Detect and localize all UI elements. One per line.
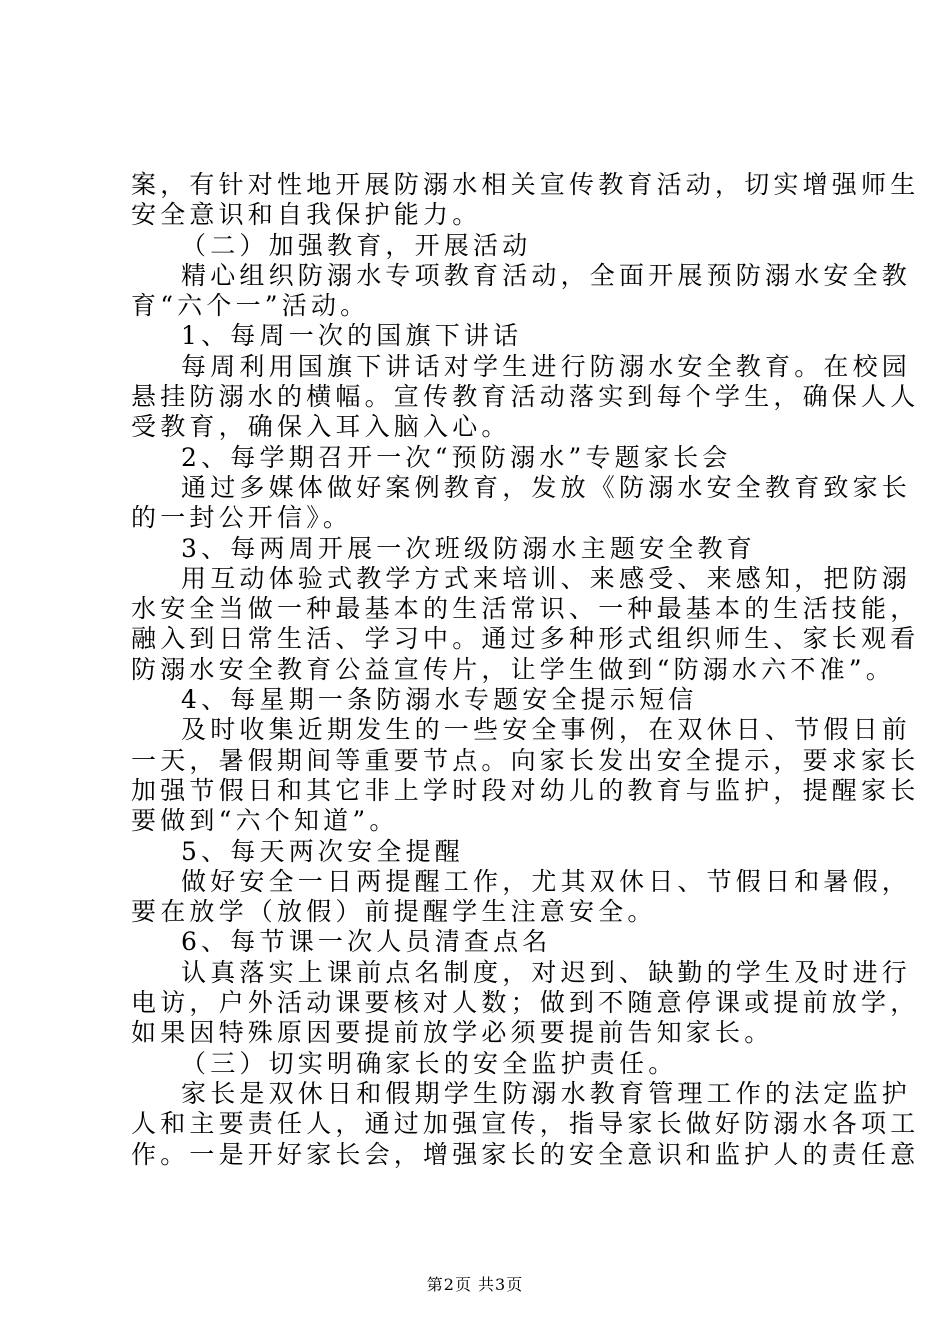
text-line: 融入到日常生活、学习中。通过多种形式组织师生、家长观看 — [131, 624, 920, 654]
text-line: 通过多媒体做好案例教育，发放《防溺水安全教育致家长 — [181, 472, 912, 502]
text-line: 如果因特殊原因要提前放学必须要提前告知家长。 — [131, 1018, 774, 1048]
text-line: 做好安全一日两提醒工作，尤其双休日、节假日和暑假， — [181, 866, 912, 896]
text-line: 用互动体验式教学方式来培训、来感受、来感知，把防溺 — [181, 563, 912, 593]
text-line: 防溺水安全教育公益宣传片，让学生做到“防溺水六不准”。 — [131, 654, 895, 684]
text-line: 认真落实上课前点名制度，对迟到、缺勤的学生及时进行 — [181, 957, 912, 987]
text-line: 育“六个一”活动。 — [131, 291, 370, 321]
text-line: 及时收集近期发生的一些安全事例，在双休日、节假日前 — [181, 715, 912, 745]
item-heading: 3、每两周开展一次班级防溺水主题安全教育 — [181, 533, 756, 563]
item-heading: 2、每学期召开一次“预防溺水”专题家长会 — [181, 442, 732, 472]
text-line: 悬挂防溺水的横幅。宣传教育活动落实到每个学生，确保人人 — [131, 382, 920, 412]
item-heading: 4、每星期一条防溺水专题安全提示短信 — [181, 685, 698, 715]
text-line: 电访，户外活动课要核对人数；做到不随意停课或提前放学， — [131, 988, 920, 1018]
text-line: 作。一是开好家长会，增强家长的安全意识和监护人的责任意 — [131, 1139, 920, 1169]
document-body — [131, 170, 920, 1170]
text-line: 一天，暑假期间等重要节点。向家长发出安全提示，要求家长 — [131, 745, 920, 775]
text-line: 加强节假日和其它非上学时段对幼儿的教育与监护，提醒家长 — [131, 775, 920, 805]
text-line: 要做到“六个知道”。 — [131, 806, 399, 836]
text-line: 人和主要责任人，通过加强宣传，指导家长做好防溺水各项工 — [131, 1109, 920, 1139]
text-line: 要在放学（放假）前提醒学生注意安全。 — [131, 897, 657, 927]
text-line: 水安全当做一种最基本的生活常识、一种最基本的生活技能， — [131, 594, 920, 624]
section-heading: （三）切实明确家长的安全监护责任。 — [181, 1048, 678, 1078]
text-line: 每周利用国旗下讲话对学生进行防溺水安全教育。在校园 — [181, 351, 912, 381]
page-number: 第2页 共3页 — [426, 1275, 524, 1294]
text-line: 家长是双休日和假期学生防溺水教育管理工作的法定监护 — [181, 1078, 912, 1108]
text-line: 案，有针对性地开展防溺水相关宣传教育活动，切实增强师生 — [131, 170, 920, 199]
text-line: 精心组织防溺水专项教育活动，全面开展预防溺水安全教 — [181, 260, 912, 290]
text-line: 安全意识和自我保护能力。 — [131, 200, 482, 230]
item-heading: 6、每节课一次人员清查点名 — [181, 927, 552, 957]
section-heading: （二）加强教育，开展活动 — [181, 230, 532, 260]
item-heading: 5、每天两次安全提醒 — [181, 836, 464, 866]
item-heading: 1、每周一次的国旗下讲话 — [181, 321, 523, 351]
text-line: 的一封公开信》。 — [131, 503, 353, 533]
text-line: 受教育，确保入耳入脑入心。 — [131, 412, 511, 442]
